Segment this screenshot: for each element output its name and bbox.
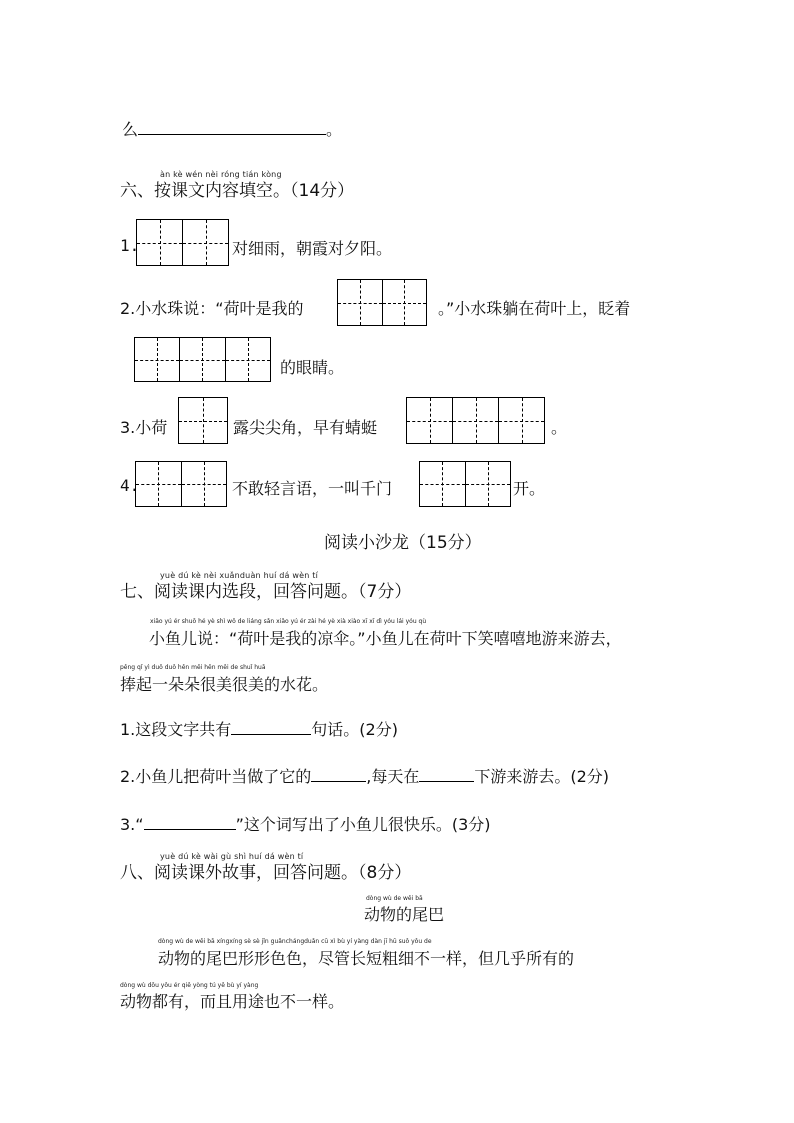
q3-writing-grid-2[interactable] xyxy=(406,397,545,444)
sec7-score: （7分） xyxy=(358,582,412,602)
sec6-title: 按课文内容填空。 xyxy=(154,181,290,201)
q-text: 2.小鱼儿把荷叶当做了它的 xyxy=(120,767,312,786)
sec7-para-line-1: 小鱼儿说：“荷叶是我的凉伞。”小鱼儿在荷叶下笑嘻嘻地游来游去， xyxy=(149,629,622,648)
q1-number: 1. xyxy=(120,236,140,255)
q2-writing-grid-1[interactable] xyxy=(337,279,427,326)
sec8-para-line-2: 动物都有，而且用途也不一样。 xyxy=(120,992,345,1011)
q3-text-mid: 露尖尖角，早有蜻蜓 xyxy=(233,418,378,437)
sec7-para-line-2: 捧起一朵朵很美很美的水花。 xyxy=(120,675,329,694)
q4-text-end: 开。 xyxy=(513,479,546,498)
reading-section-title: 阅读小沙龙（15分） xyxy=(324,533,482,553)
sec7-question-2 xyxy=(120,764,609,787)
q-text: ,每天在 xyxy=(366,767,420,786)
q-text: 句话。(2分) xyxy=(311,720,398,739)
sec6-heading xyxy=(120,176,354,201)
q2-line2-text: 的眼睛。 xyxy=(280,358,345,377)
sec8-para-pinyin-1: dòng wù de wěi bā xíngxíng sè sè jǐn guǎnchángduǎn cū xì bù yí yàng dàn jī hū suǒ yǒu de xyxy=(158,938,432,945)
q1-writing-grid[interactable] xyxy=(136,219,229,266)
sec8-heading xyxy=(120,858,411,883)
story-title: 动物的尾巴 xyxy=(364,905,445,924)
sec7-number: 七、 xyxy=(120,582,154,602)
q-text: 下游来游去。(2分) xyxy=(474,767,610,786)
answer-blank[interactable] xyxy=(311,767,366,782)
top-fill-line xyxy=(122,117,342,140)
sec8-para-line-1: 动物的尾巴形形色色，尽管长短粗细不一样，但几乎所有的 xyxy=(158,949,575,968)
sec6-pinyin: àn kè wén nèi róng tián kòng xyxy=(160,170,282,179)
sec6-score: （14分） xyxy=(290,181,355,201)
q4-writing-grid-2[interactable] xyxy=(419,461,511,507)
sec7-title: 阅读课内选段，回答问题。 xyxy=(154,582,358,602)
sec8-title: 阅读课外故事，回答问题。 xyxy=(154,863,358,883)
q-text: ”这个词写出了小鱼儿很快乐。(3分) xyxy=(235,815,491,834)
q2-text-start: 2.小水珠说：“荷叶是我的 xyxy=(120,299,304,318)
answer-blank[interactable] xyxy=(144,815,236,830)
story-title-pinyin: dòng wù de wěi bā xyxy=(366,895,423,902)
sec8-pinyin: yuè dú kè wài gù shì huí dá wèn tí xyxy=(160,852,304,861)
q-text: 3.“ xyxy=(120,815,144,834)
q4-number: 4. xyxy=(120,476,140,495)
sec7-heading xyxy=(120,577,411,602)
q3-writing-grid-1[interactable] xyxy=(178,397,228,444)
answer-blank[interactable] xyxy=(138,120,326,135)
top-line-prefix: 么 xyxy=(122,120,139,139)
sec7-pinyin: yuè dú kè nèi xuǎnduàn huí dá wèn tí xyxy=(160,571,319,580)
top-line-suffix: 。 xyxy=(326,120,343,139)
q-text: 1.这段文字共有 xyxy=(120,720,232,739)
sec8-number: 八、 xyxy=(120,863,154,883)
q2-writing-grid-2[interactable] xyxy=(134,337,271,382)
sec8-para-pinyin-2: dòng wù dōu yǒu ér qiě yòng tú yě bù yí yàng xyxy=(120,982,259,989)
sec7-question-3 xyxy=(120,812,491,835)
q2-text-after: 。”小水珠躺在荷叶上，眨着 xyxy=(438,299,631,318)
answer-blank[interactable] xyxy=(419,767,474,782)
sec7-para-pinyin-1: xiǎo yú ér shuō hé yè shì wǒ de liáng sǎn xiǎo yú ér zài hé yè xià xiào xī xī dì yóu lái yóu qù xyxy=(150,618,427,625)
q3-text-end: 。 xyxy=(551,418,568,437)
sec7-para-pinyin-2: pěng qǐ yì duǒ duǒ hěn měi hěn měi de shuǐ huā xyxy=(120,664,266,671)
q1-text: 对细雨，朝霞对夕阳。 xyxy=(232,239,393,258)
answer-blank[interactable] xyxy=(231,720,311,735)
sec8-score: （8分） xyxy=(358,863,412,883)
sec6-number: 六、 xyxy=(120,181,154,201)
q3-text-start: 3.小荷 xyxy=(120,418,168,437)
sec7-question-1 xyxy=(120,717,398,740)
q4-writing-grid-1[interactable] xyxy=(135,461,227,507)
q4-text-mid: 不敢轻言语，一叫千门 xyxy=(232,479,393,498)
